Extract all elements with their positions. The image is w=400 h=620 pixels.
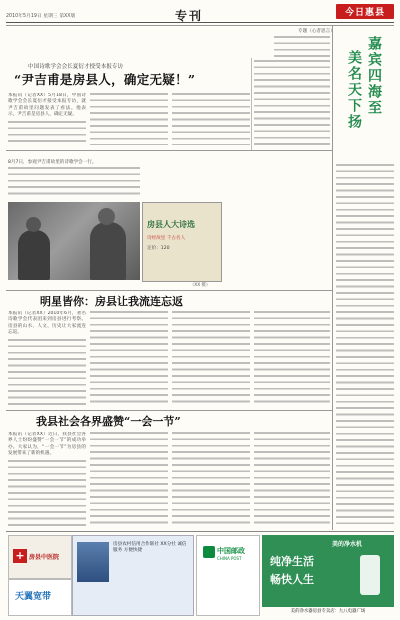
vertical-title-2: 美名天下扬 — [346, 50, 362, 130]
ad-fangxian-label: 房县中医院 — [29, 554, 60, 561]
ad-post-sub: CHINA POST — [217, 556, 242, 561]
article1-kicker: 中国诗歌学会会长夏衍才授受本报专访 — [28, 64, 124, 70]
masthead-text: 今日惠县 — [344, 8, 385, 18]
photo-caption-text: 8月7日，参观尹吉甫故里的诗歌学会一行。 — [8, 160, 97, 165]
ad-post-label: 中国邮政 — [217, 547, 245, 555]
ad-fangxian-hospital[interactable] — [8, 535, 72, 579]
article1-body-col4 — [254, 60, 330, 147]
ad-tianyi-label: 天翼宽带 — [15, 592, 52, 602]
book-cover — [142, 202, 222, 282]
article2-body-col1 — [8, 311, 86, 407]
article1-body-col1 — [8, 93, 86, 145]
article3-body-col1 — [8, 432, 86, 528]
post-logo-icon — [203, 546, 215, 558]
column-label: 专题（心者思言） — [298, 29, 335, 34]
book-price: 定价：120 — [147, 246, 170, 251]
photo-credit: （XX 摄） — [190, 283, 211, 288]
article2-body-start: 本报讯（记者XX）2010年6月，著名诗歌学会代表团来到房县进行考察。房县的山水、人文、历史让大家流连忘返。 — [8, 311, 86, 336]
header-rule — [6, 22, 394, 23]
column-body-top — [274, 36, 330, 58]
article1-headline: “尹吉甫是房县人，确定无疑！” — [14, 72, 196, 87]
section-title: 专刊 — [175, 9, 204, 23]
article3-headline: 我县社会各界盛赞“一会一节” — [36, 415, 181, 428]
article1-body-start: 本报讯（记者XX）5月18日，中国诗歌学会会长夏衍才接受本报专访，就尹吉甫故里问题发表了看法。他表示，尹吉甫是房县人，确定无疑。 — [8, 93, 86, 118]
water-purifier-icon — [360, 555, 380, 595]
book-subtitle: 诗经故里 千古名人 — [147, 236, 186, 241]
article1-body-col2 — [90, 93, 168, 145]
ad-tianyi-broadband[interactable] — [8, 579, 72, 616]
article3-body-start: 本报讯（记者XX）近日，我县社会各界人士纷纷盛赞“一会一节”的成功举办。大家认为，“一会一节”为房县的发展带来了新的机遇。 — [8, 432, 86, 457]
ad-water-title: 美的净水机 — [332, 541, 363, 548]
article2-headline: 明星皆你：房县让我流连忘返 — [40, 295, 183, 308]
book-title: 房县人大诗选 — [147, 219, 195, 229]
article1-body-col3 — [172, 93, 250, 145]
photo-caption — [8, 160, 140, 200]
header-date: 2010年5月19日 星期三 第XX版 — [6, 14, 76, 19]
column-body — [336, 164, 394, 528]
ad-credit-union[interactable] — [72, 535, 194, 616]
photo-image — [8, 202, 140, 280]
ad-water-purifier[interactable] — [262, 535, 394, 607]
hospital-icon: + — [13, 549, 27, 563]
ad-china-post[interactable] — [196, 535, 260, 616]
vertical-title-1: 嘉宾四海至 — [366, 36, 382, 116]
ad-water-slogan-1: 纯净生活 — [270, 555, 314, 568]
ad-footer-bar: 美的净水器房县专卖店：九八电器广场 — [290, 609, 366, 614]
masthead-logo — [336, 4, 394, 19]
ad-water-slogan-2: 畅快人生 — [270, 573, 314, 586]
ad-credit-union-text: 房县农村信用合作联社 XX分社 诚信服务 方便快捷 — [113, 542, 187, 554]
